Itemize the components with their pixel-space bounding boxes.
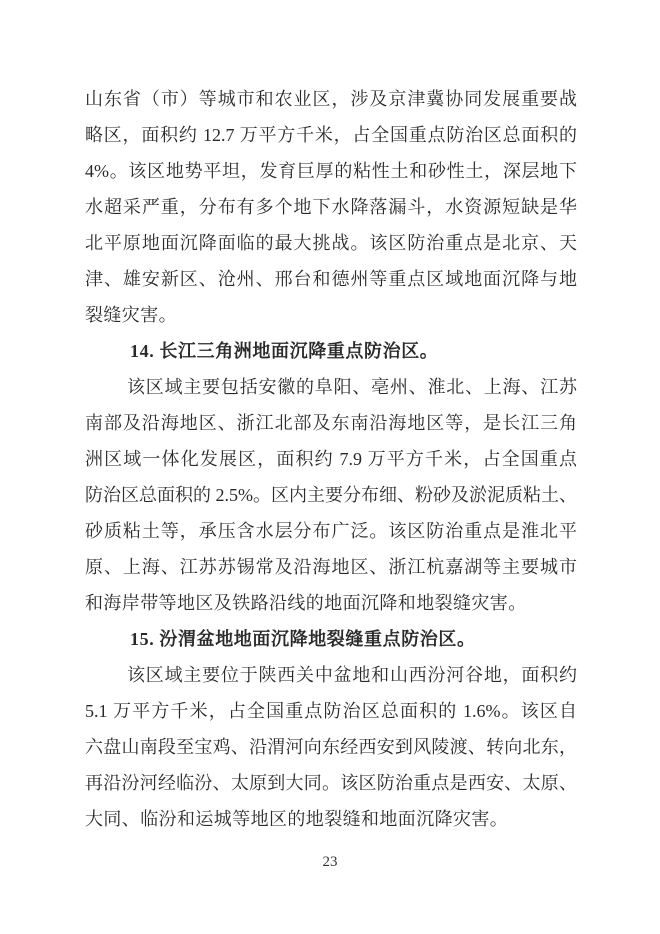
paragraph-line: 4%。该区地势平坦，发育巨厚的粘性土和砂性土，深层地下 bbox=[85, 161, 577, 181]
paragraph-line: 津、雄安新区、沧州、邢台和德州等重点区域地面沉降与地 bbox=[85, 269, 577, 289]
paragraph-line: 再沿汾河经临汾、太原到大同。该区防治重点是西安、太原、 bbox=[85, 773, 577, 793]
paragraph-first-line: 该区域主要包括安徽的阜阳、亳州、淮北、上海、江苏 bbox=[127, 377, 577, 397]
paragraph-last-line: 裂缝灾害。 bbox=[85, 305, 177, 325]
section-heading-14: 14. 长江三角洲地面沉降重点防治区。 bbox=[130, 341, 439, 361]
paragraph-line: 北平原地面沉降面临的最大挑战。该区防治重点是北京、天 bbox=[85, 233, 577, 253]
paragraph-line: 略区，面积约 12.7 万平方千米，占全国重点防治区总面积的 bbox=[85, 125, 577, 145]
paragraph-first-line: 该区域主要位于陕西关中盆地和山西汾河谷地，面积约 bbox=[127, 665, 577, 685]
page-number: 23 bbox=[322, 854, 338, 870]
paragraph-line: 山东省（市）等城市和农业区，涉及京津冀协同发展重要战 bbox=[85, 89, 577, 109]
paragraph-line: 水超采严重，分布有多个地下水降落漏斗，水资源短缺是华 bbox=[85, 197, 577, 217]
paragraph-last-line: 和海岸带等地区及铁路沿线的地面沉降和地裂缝灾害。 bbox=[85, 593, 527, 613]
text-block bbox=[85, 81, 577, 837]
section-heading-15: 15. 汾渭盆地地面沉降地裂缝重点防治区。 bbox=[130, 629, 476, 649]
paragraph-last-line: 大同、临汾和运城等地区的地裂缝和地面沉降灾害。 bbox=[85, 809, 509, 829]
paragraph-line: 洲区域一体化发展区，面积约 7.9 万平方千米，占全国重点 bbox=[85, 449, 577, 469]
paragraph-line: 砂质粘土等，承压含水层分布广泛。该区防治重点是淮北平 bbox=[85, 521, 577, 541]
paragraph-line: 南部及沿海地区、浙江北部及东南沿海地区等，是长江三角 bbox=[85, 413, 577, 433]
paragraph-line: 六盘山南段至宝鸡、沿渭河向东经西安到风陵渡、转向北东， bbox=[85, 737, 577, 757]
paragraph-line: 5.1 万平方千米，占全国重点防治区总面积的 1.6%。该区自 bbox=[85, 701, 577, 721]
paragraph-line: 防治区总面积的 2.5%。区内主要分布细、粉砂及淤泥质粘土、 bbox=[85, 485, 577, 505]
paragraph-line: 原、上海、江苏苏锡常及沿海地区、浙江杭嘉湖等主要城市 bbox=[85, 557, 577, 577]
